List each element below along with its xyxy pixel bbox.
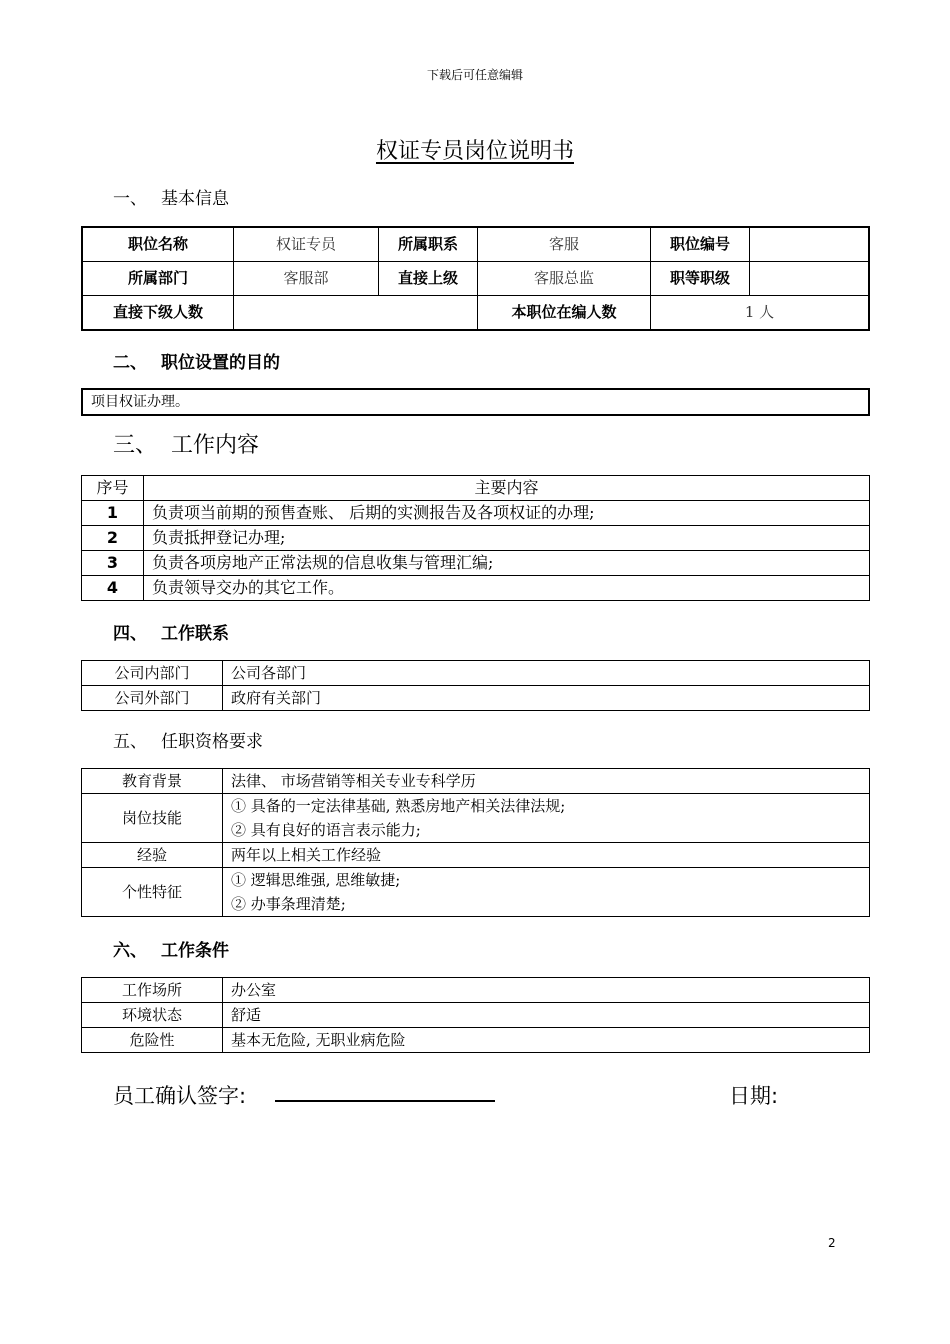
- table-cell: 1 人: [651, 296, 870, 331]
- section-number: 三、: [113, 433, 158, 458]
- table-row: [82, 551, 870, 576]
- section-number: 五、: [113, 732, 147, 752]
- skill-line: ② 具有良好的语言表示能力;: [231, 821, 421, 839]
- table-cell: 公司内部门: [82, 661, 223, 686]
- table-row: [82, 262, 869, 296]
- section-label: 任职资格要求: [161, 732, 263, 752]
- section-number: 一、: [113, 189, 147, 209]
- table-row: [82, 389, 869, 415]
- table-cell: 4: [82, 576, 144, 601]
- table-row: [82, 868, 870, 917]
- section-2-heading: [113, 348, 280, 373]
- table-cell: 所属部门: [82, 262, 234, 296]
- date-label: 日期:: [729, 1084, 779, 1108]
- section-number: 四、: [113, 624, 147, 644]
- table-cell: 2: [82, 526, 144, 551]
- table-cell: 负责项当前期的预售查账、 后期的实测报告及各项权证的办理;: [144, 501, 870, 526]
- table-cell: 公司各部门: [223, 661, 870, 686]
- table-row: [82, 686, 870, 711]
- table-cell: 危险性: [82, 1028, 223, 1053]
- table-cell: 负责各项房地产正常法规的信息收集与管理汇编;: [144, 551, 870, 576]
- table-cell: 1: [82, 501, 144, 526]
- section-5-heading: [113, 727, 263, 752]
- section-number: 二、: [113, 353, 147, 373]
- table-cell: 负责抵押登记办理;: [144, 526, 870, 551]
- table-cell: 所属职系: [379, 227, 478, 262]
- table-cell: 负责领导交办的其它工作。: [144, 576, 870, 601]
- table-row: [82, 227, 869, 262]
- table-row: [82, 769, 870, 794]
- table-row: [82, 794, 870, 843]
- table-row: [82, 476, 870, 501]
- conditions-table: [81, 977, 870, 1053]
- table-cell: 职位编号: [651, 227, 750, 262]
- signature-line[interactable]: [275, 1100, 495, 1102]
- header-note: 下载后可任意编辑: [426, 68, 523, 82]
- table-row: [82, 576, 870, 601]
- section-label: 工作条件: [161, 941, 229, 961]
- table-row: [82, 1028, 870, 1053]
- table-row: [82, 296, 869, 331]
- table-cell: 舒适: [223, 1003, 870, 1028]
- table-cell: [750, 262, 870, 296]
- table-cell: [223, 794, 870, 843]
- contacts-table: [81, 660, 870, 711]
- table-cell: 直接上级: [379, 262, 478, 296]
- table-cell: 公司外部门: [82, 686, 223, 711]
- section-label: 工作联系: [161, 624, 229, 644]
- section-label: 职位设置的目的: [161, 353, 280, 373]
- table-cell: 环境状态: [82, 1003, 223, 1028]
- table-row: [82, 501, 870, 526]
- document-title-text: 权证专员岗位说明书: [375, 139, 574, 164]
- table-cell: 3: [82, 551, 144, 576]
- table-cell: 职位名称: [82, 227, 234, 262]
- table-cell: 职等职级: [651, 262, 750, 296]
- trait-line: ② 办事条理清楚;: [231, 895, 346, 913]
- section-3-heading: [113, 428, 259, 459]
- table-row: [82, 526, 870, 551]
- table-header-cell: 主要内容: [144, 476, 870, 501]
- table-cell: 直接下级人数: [82, 296, 234, 331]
- table-cell: 经验: [82, 843, 223, 868]
- table-row: [82, 843, 870, 868]
- table-header-cell: 序号: [82, 476, 144, 501]
- duties-table: [81, 475, 870, 601]
- section-6-heading: [113, 936, 229, 961]
- skill-line: ① 具备的一定法律基础, 熟悉房地产相关法律法规;: [231, 797, 566, 815]
- table-cell: 个性特征: [82, 868, 223, 917]
- basic-info-table: [81, 226, 870, 331]
- table-cell: 工作场所: [82, 978, 223, 1003]
- table-cell: 基本无危险, 无职业病危险: [223, 1028, 870, 1053]
- section-label: 工作内容: [171, 433, 260, 458]
- table-cell: [223, 868, 870, 917]
- signature-label: 员工确认签字:: [113, 1084, 247, 1108]
- qualifications-table: [81, 768, 870, 917]
- table-cell: 政府有关部门: [223, 686, 870, 711]
- table-cell: 两年以上相关工作经验: [223, 843, 870, 868]
- table-row: [82, 978, 870, 1003]
- table-cell: 法律、 市场营销等相关专业专科学历: [223, 769, 870, 794]
- section-4-heading: [113, 619, 229, 644]
- table-row: [82, 661, 870, 686]
- page-number: 2: [828, 1236, 836, 1250]
- section-label: 基本信息: [161, 189, 229, 209]
- table-cell: 客服部: [234, 262, 379, 296]
- section-number: 六、: [113, 941, 147, 961]
- section-1-heading: [113, 184, 229, 209]
- table-row: [82, 1003, 870, 1028]
- table-cell: 教育背景: [82, 769, 223, 794]
- table-cell: 权证专员: [234, 227, 379, 262]
- table-cell: 客服: [478, 227, 651, 262]
- table-cell: [234, 296, 478, 331]
- table-cell: 办公室: [223, 978, 870, 1003]
- table-cell: [750, 227, 870, 262]
- purpose-text: 项目权证办理。: [82, 389, 869, 415]
- table-cell: 客服总监: [478, 262, 651, 296]
- trait-line: ① 逻辑思维强, 思维敏捷;: [231, 871, 401, 889]
- table-cell: 本职位在编人数: [478, 296, 651, 331]
- table-cell: 岗位技能: [82, 794, 223, 843]
- purpose-table: [81, 388, 870, 416]
- document-title: [0, 134, 950, 165]
